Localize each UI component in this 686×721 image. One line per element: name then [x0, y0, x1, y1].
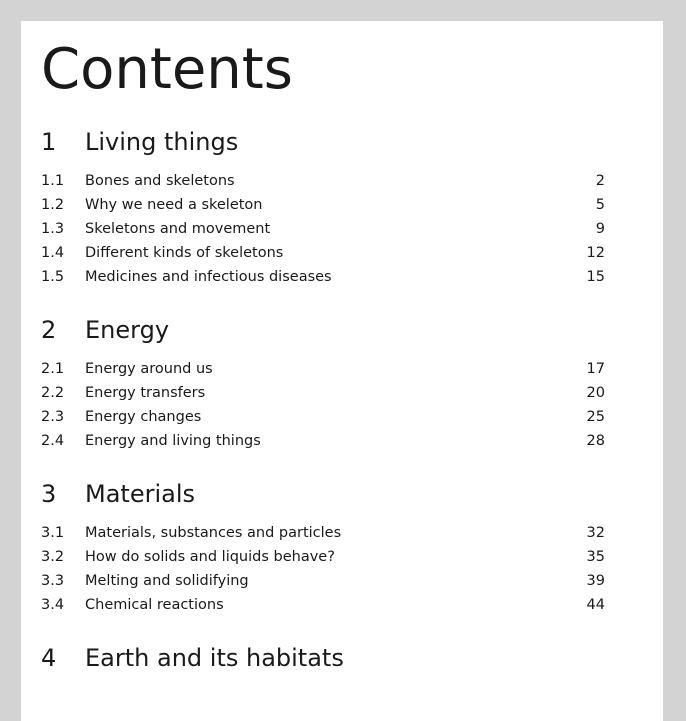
toc-entry[interactable]	[41, 193, 605, 217]
chapter-2	[41, 311, 605, 453]
entry-page: 44	[586, 597, 605, 613]
chapter-heading[interactable]	[41, 311, 605, 349]
entry-title: Energy transfers	[85, 385, 206, 401]
chapter-number: 2	[41, 316, 57, 344]
chapter-heading[interactable]	[41, 475, 605, 513]
toc-entry[interactable]	[41, 545, 605, 569]
entry-title: Medicines and infectious diseases	[85, 269, 332, 285]
chapter-title: Materials	[85, 480, 196, 508]
entry-number: 3.4	[41, 597, 65, 613]
toc-entry[interactable]	[41, 265, 605, 289]
entry-title: Why we need a skeleton	[85, 197, 263, 213]
entry-number: 3.3	[41, 573, 65, 589]
entry-title: Chemical reactions	[85, 597, 224, 613]
entry-title: Different kinds of skeletons	[85, 245, 284, 261]
chapter-heading[interactable]	[41, 639, 605, 677]
entry-number: 1.1	[41, 173, 65, 189]
entry-number: 1.4	[41, 245, 65, 261]
chapter-title: Earth and its habitats	[85, 644, 344, 672]
entry-page: 15	[586, 269, 605, 285]
entry-number: 2.4	[41, 433, 65, 449]
entry-title: Bones and skeletons	[85, 173, 235, 189]
entry-title: Materials, substances and particles	[85, 525, 342, 541]
entry-page: 35	[586, 549, 605, 565]
toc-entry[interactable]	[41, 357, 605, 381]
entry-page: 28	[586, 433, 605, 449]
entry-number: 2.3	[41, 409, 65, 425]
entry-page: 20	[586, 385, 605, 401]
toc-entry[interactable]	[41, 169, 605, 193]
toc-entry[interactable]	[41, 569, 605, 593]
chapter-number: 4	[41, 644, 57, 672]
chapter-number: 1	[41, 128, 57, 156]
entry-page: 9	[595, 221, 605, 237]
entry-number: 1.2	[41, 197, 65, 213]
toc-entry[interactable]	[41, 429, 605, 453]
contents-page	[21, 21, 663, 721]
toc-entry[interactable]	[41, 405, 605, 429]
entry-number: 1.3	[41, 221, 65, 237]
entry-page: 5	[595, 197, 605, 213]
entry-page: 39	[586, 573, 605, 589]
entry-page: 12	[586, 245, 605, 261]
chapter-title: Energy	[85, 316, 170, 344]
chapter-3	[41, 475, 605, 617]
toc-entry[interactable]	[41, 241, 605, 265]
chapter-4	[41, 639, 605, 677]
toc-entry[interactable]	[41, 593, 605, 617]
entry-title: Energy and living things	[85, 433, 261, 449]
chapter-heading[interactable]	[41, 123, 605, 161]
entry-number: 1.5	[41, 269, 65, 285]
toc-entry[interactable]	[41, 521, 605, 545]
entry-page: 17	[586, 361, 605, 377]
entry-title: Skeletons and movement	[85, 221, 271, 237]
chapter-number: 3	[41, 480, 57, 508]
page-title: Contents	[41, 37, 293, 102]
toc-entry[interactable]	[41, 217, 605, 241]
chapter-title: Living things	[85, 128, 239, 156]
entry-title: How do solids and liquids behave?	[85, 549, 335, 565]
entry-page: 32	[586, 525, 605, 541]
entry-title: Melting and solidifying	[85, 573, 249, 589]
entry-title: Energy around us	[85, 361, 213, 377]
entry-page: 25	[586, 409, 605, 425]
entry-number: 3.1	[41, 525, 65, 541]
chapter-1	[41, 123, 605, 289]
entry-title: Energy changes	[85, 409, 202, 425]
entry-number: 2.2	[41, 385, 65, 401]
toc-entry[interactable]	[41, 381, 605, 405]
entry-number: 3.2	[41, 549, 65, 565]
entry-number: 2.1	[41, 361, 65, 377]
entry-page: 2	[595, 173, 605, 189]
